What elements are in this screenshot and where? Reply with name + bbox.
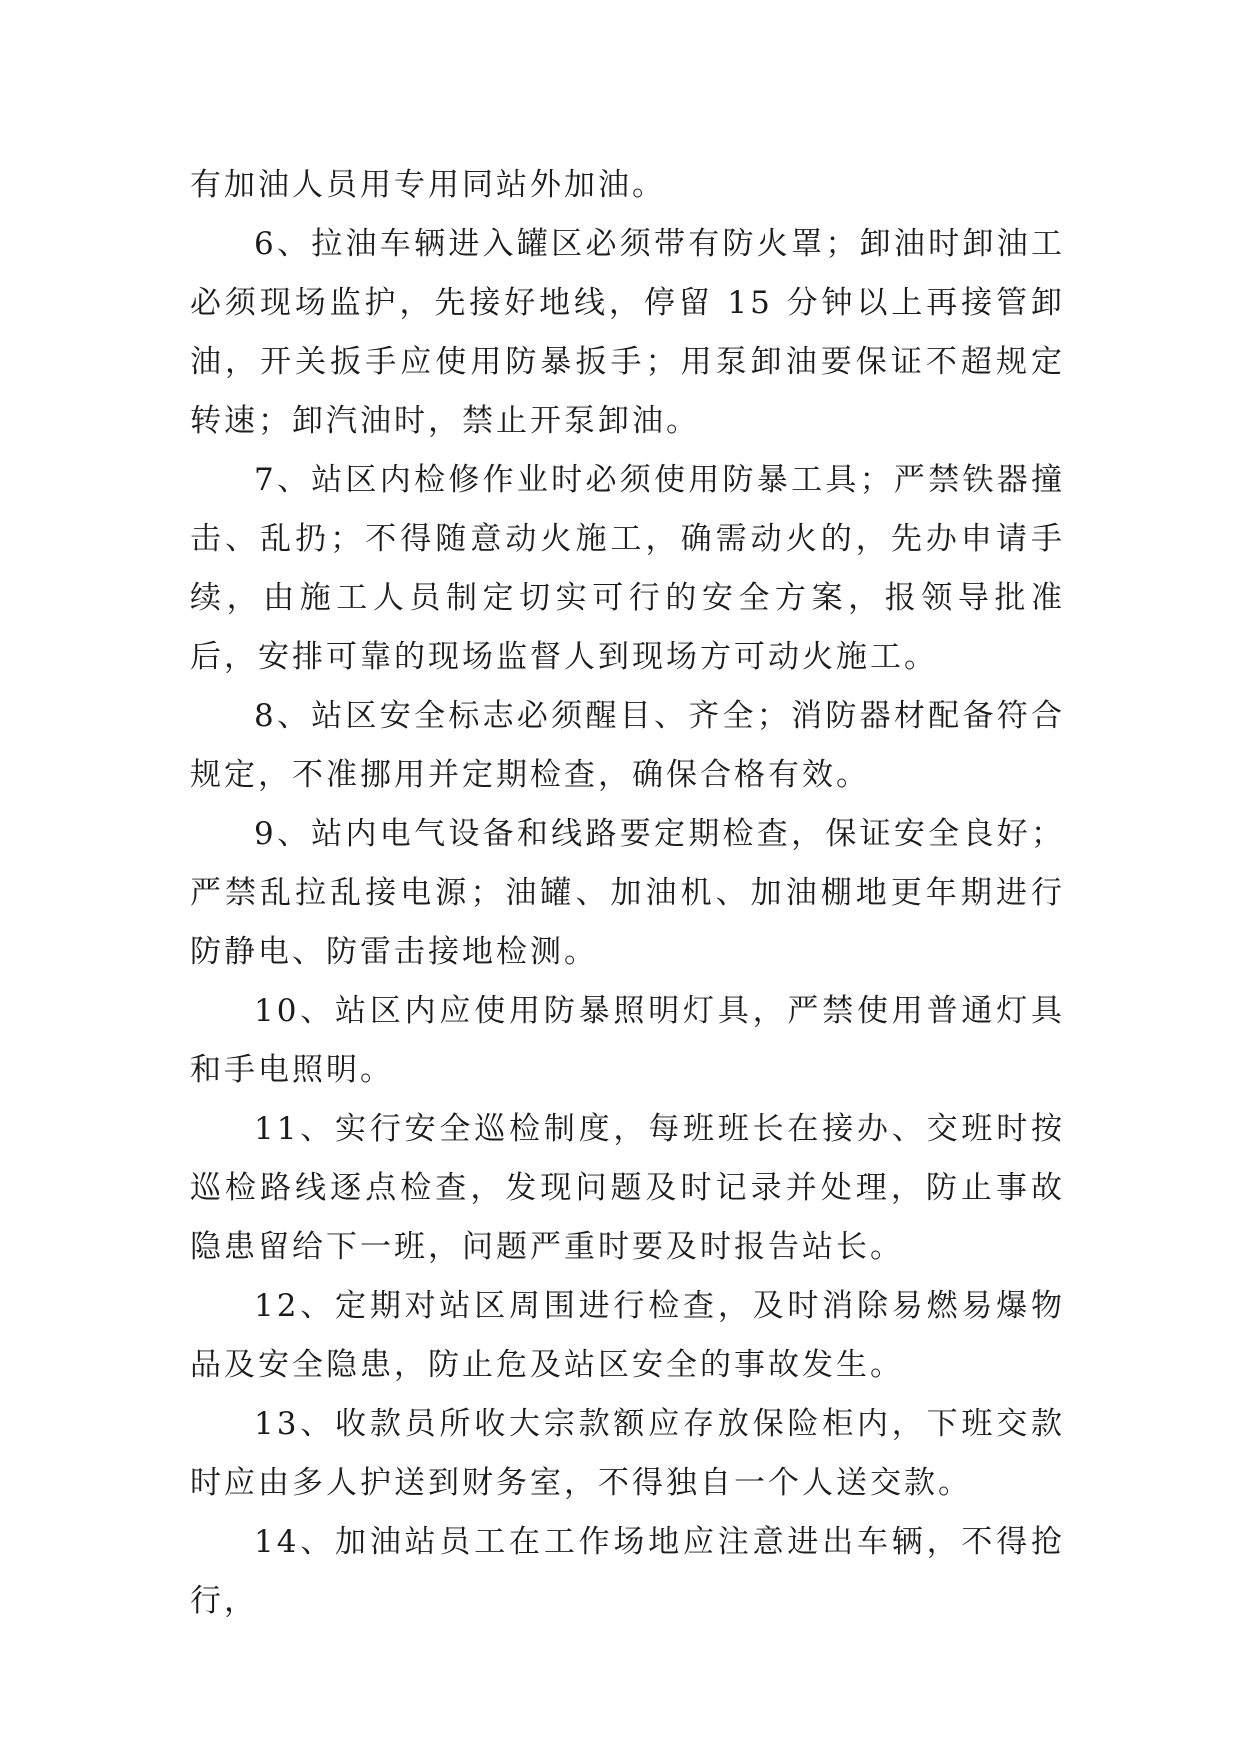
- paragraph-continuation: 有加油人员用专用同站外加油。: [190, 167, 666, 203]
- paragraph-item-7: 7、站区内检修作业时必须使用防暴工具；严禁铁器撞击、乱扔；不得随意动火施工，确需动火的，先办申请手续，由施工人员制定切实可行的安全方案，报领导批准后，安排可靠的现场监督人到现场方可动火施工。: [190, 462, 1065, 675]
- paragraph-item-11: 11、实行安全巡检制度，每班班长在接办、交班时按巡检路线逐点检查，发现问题及时记录并处理，防止事故隐患留给下一班，问题严重时要及时报告站长。: [190, 1111, 1065, 1265]
- paragraph-item-9: 9、站内电气设备和线路要定期检查，保证安全良好；严禁乱拉乱接电源；油罐、加油机、加油棚地更年期进行防静电、防雷击接地检测。: [190, 816, 1065, 970]
- document-body: [190, 156, 1065, 1631]
- paragraph-item-10: 10、站区内应使用防暴照明灯具，严禁使用普通灯具和手电照明。: [190, 993, 1065, 1088]
- paragraph-item-13: 13、收款员所收大宗款额应存放保险柜内，下班交款时应由多人护送到财务室，不得独自一个人送交款。: [190, 1406, 1065, 1501]
- paragraph-item-14: 14、加油站员工在工作场地应注意进出车辆，不得抢行，: [190, 1524, 1065, 1619]
- paragraph-item-12: 12、定期对站区周围进行检查，及时消除易燃易爆物品及安全隐患，防止危及站区安全的事故发生。: [190, 1288, 1065, 1383]
- paragraph-item-6: 6、拉油车辆进入罐区必须带有防火罩；卸油时卸油工必须现场监护，先接好地线，停留 15 分钟以上再接管卸油，开关扳手应使用防暴扳手；用泵卸油要保证不超规定转速；卸汽油时，禁止开泵卸油。: [190, 226, 1065, 439]
- paragraph-item-8: 8、站区安全标志必须醒目、齐全；消防器材配备符合规定，不准挪用并定期检查，确保合格有效。: [190, 698, 1065, 793]
